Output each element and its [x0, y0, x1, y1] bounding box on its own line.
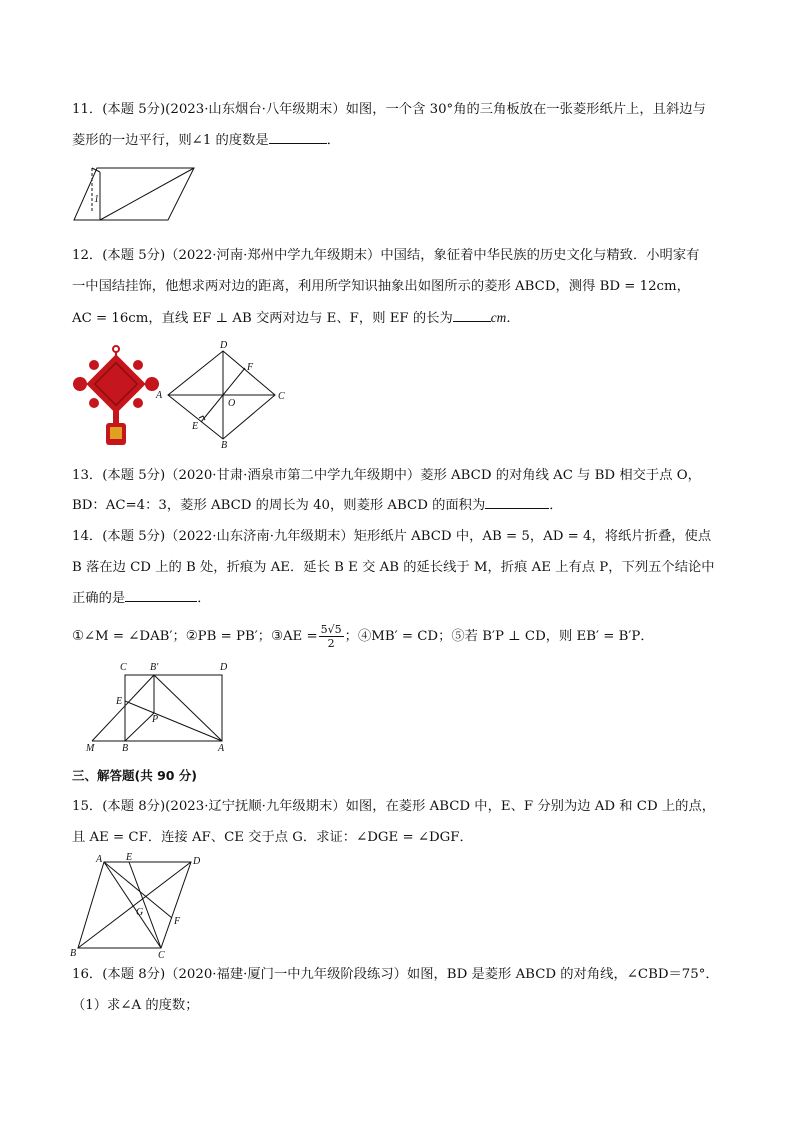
label-e: E: [192, 421, 199, 432]
label-d: D: [193, 856, 201, 867]
answer-blank: [453, 309, 491, 322]
knot-loop: [113, 346, 119, 352]
diagonal-ac: [104, 862, 161, 948]
label-b-prime: B′: [150, 662, 159, 673]
q14-line3: [72, 589, 724, 609]
rectangle-abcd: [125, 675, 222, 741]
answer-blank: [269, 131, 327, 144]
q14-line3-end: ．: [197, 591, 211, 606]
label-a: A: [156, 390, 163, 401]
knot-ear-left: [73, 377, 87, 391]
q15-line1: 15．(本题 8分)(2023·辽宁抚顺·九年级期末）如图，在菱形 ABCD 中，E、F 分别为边 AD 和 CD 上的点，: [72, 799, 716, 814]
label-c: C: [120, 662, 127, 673]
label-e: E: [126, 852, 133, 863]
q14-options: [72, 622, 724, 652]
segment-ab1: [154, 675, 222, 741]
angle-1-label: 1: [94, 194, 99, 205]
q12-figure: [150, 338, 290, 448]
answer-blank: [485, 496, 549, 509]
q11-line2-text: 菱形的一边平行，则∠1 的度数是: [72, 133, 269, 148]
q14-figure: [80, 658, 230, 754]
triangle-hypotenuse: [100, 168, 194, 220]
q13-line1: 13．(本题 5分)（2020·甘肃·酒泉市第二中学九年级期中）菱形 ABCD 的对角线 AC 与 BD 相交于点 O，: [72, 468, 701, 483]
q14-line3-text: 正确的是: [72, 591, 126, 606]
knot-ear-tr: [133, 360, 143, 370]
label-d: D: [220, 340, 228, 351]
q12-line2: 一中国结挂饰，他想求两对边的距离，利用所学知识抽象出如图所示的菱形 ABCD，测得 BD = 12cm，: [72, 279, 690, 294]
q13-line2: [72, 496, 724, 516]
label-f: F: [174, 916, 181, 927]
label-a: A: [96, 854, 103, 865]
q14-line2: B 落在边 CD 上的 B 处，折痕为 AE．延长 B E 交 AB 的延长线于 M，折痕 AE 上有点 P，下列五个结论中: [72, 560, 715, 575]
right-angle-mark: [199, 416, 205, 420]
label-d: D: [220, 662, 228, 673]
q12-line3-end: cm．: [490, 310, 520, 325]
label-c: C: [278, 391, 285, 402]
q11-line1: 11．(本题 5分)(2023·山东烟台·八年级期末）如图，一个含 30°角的三角板放在一张菱形纸片上，且斜边与: [72, 102, 706, 117]
label-b: B: [70, 948, 77, 958]
q12-line3-text: AC = 16cm，直线 EF ⊥ AB 交两对边与 E、F，则 EF 的长为: [72, 311, 453, 326]
answer-blank: [125, 589, 197, 602]
label-b: B: [221, 440, 228, 448]
label-p: P: [152, 714, 159, 725]
q16-line1: 16．(本题 8分)（2020·福建·厦门一中九年级阶段练习）如图，BD 是菱形 ABCD 的对角线，∠CBD＝75°．: [72, 967, 719, 982]
fold-line-ae: [125, 701, 222, 741]
label-a: A: [218, 743, 225, 754]
knot-ear-br: [133, 398, 143, 408]
q12-line1: 12．(本题 5分)（2022·河南·郑州中学九年级期末）中国结，象征着中华民族的历史文化与精致．小明家有: [72, 248, 700, 263]
q13-line2-text: BD：AC=4：3，菱形 ABCD 的周长为 40，则菱形 ABCD 的面积为: [72, 498, 486, 513]
label-c: C: [158, 950, 165, 958]
label-e: E: [116, 696, 123, 707]
q13-line2-end: ．: [549, 498, 563, 513]
diagonal-bd: [78, 862, 191, 948]
section-heading: 三、解答题(共 90 分): [72, 768, 198, 783]
fraction: [319, 623, 344, 650]
segment-mb1: [92, 675, 154, 741]
q14-options-part1: ①∠M = ∠DAB′；②PB = PB′；③AE =: [72, 629, 318, 644]
q11-line2: [72, 131, 724, 151]
label-m: M: [86, 743, 95, 754]
knot-ear-tl: [89, 360, 99, 370]
label-f: F: [247, 362, 254, 373]
knot-ear-bl: [89, 398, 99, 408]
label-g: G: [136, 907, 144, 918]
q11-figure: [70, 158, 200, 228]
knot-neck: [113, 411, 119, 423]
q14-options-part2: ；④MB′ = CD；⑤若 B′P ⊥ CD，则 EB′ = B′P．: [344, 629, 654, 644]
q15-figure: [66, 852, 216, 958]
knot-ornament: [110, 427, 122, 439]
fraction-denominator: 2: [327, 637, 335, 650]
label-o: O: [228, 398, 236, 409]
q14-line1: 14．(本题 5分)（2022·山东济南·九年级期末）矩形纸片 ABCD 中，AB = 5，AD = 4，将纸片折叠，使点: [72, 529, 712, 544]
fraction-numerator: 5√5: [320, 623, 342, 636]
q16-line2: （1）求∠A 的度数；: [72, 998, 199, 1013]
label-b: B: [122, 743, 129, 754]
q11-line2-end: ．: [326, 133, 340, 148]
q12-line3: [72, 308, 724, 329]
segment-bp: [125, 713, 154, 741]
q15-line2: 且 AE = CF．连接 AF、CE 交于点 G．求证：∠DGE = ∠DGF．: [72, 830, 473, 845]
